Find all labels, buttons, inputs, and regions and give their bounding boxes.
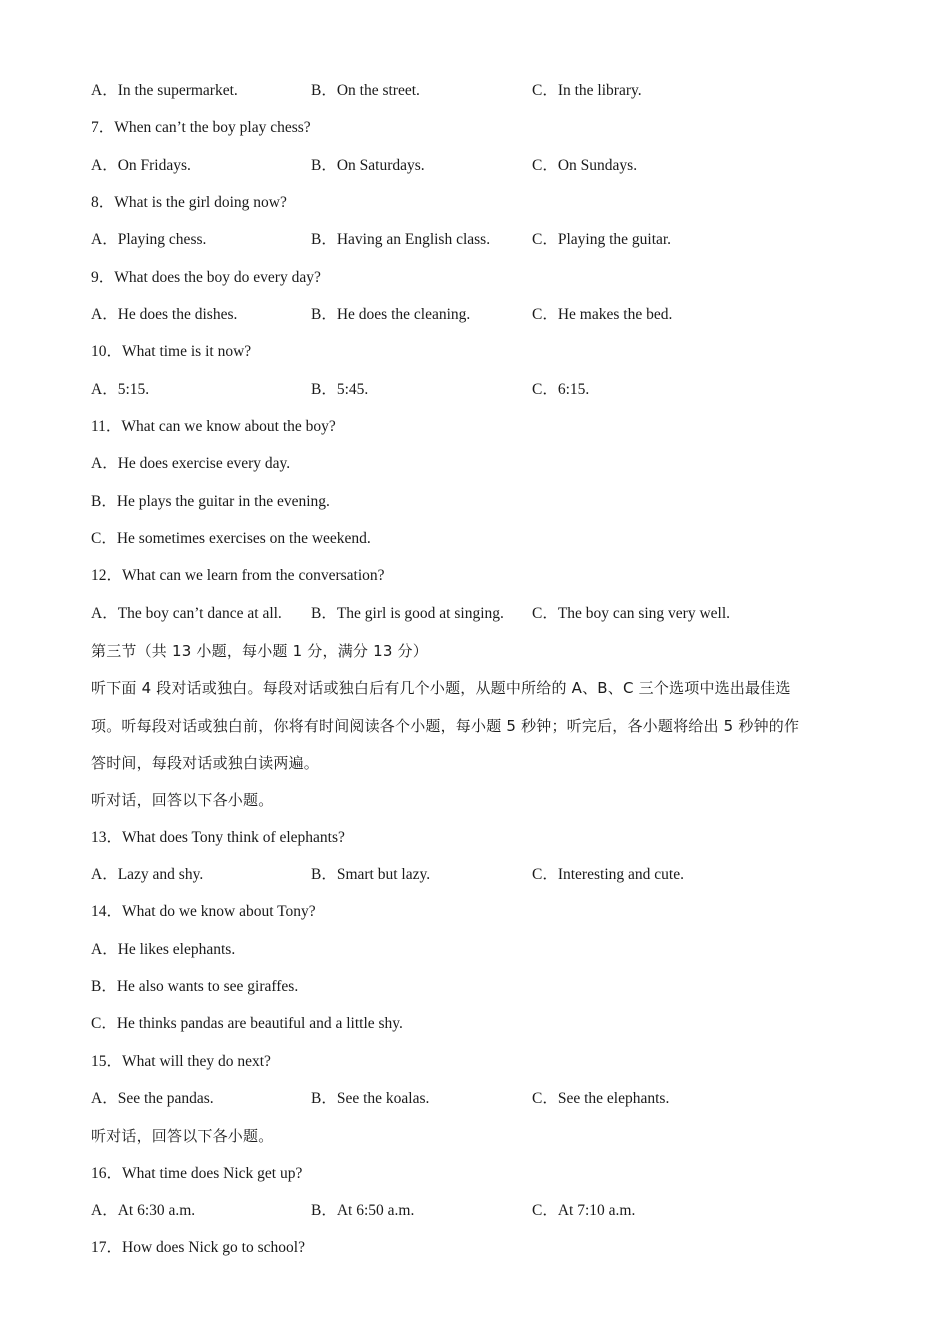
question-7: 7．When can’t the boy play chess? bbox=[91, 119, 311, 136]
q9-option-b: B．He does the cleaning. bbox=[311, 306, 471, 323]
q11-option-c: C．He sometimes exercises on the weekend. bbox=[91, 530, 371, 547]
section-3-instructions-line-2: 项。听每段对话或独白前，你将有时间阅读各个小题，每小题 5 秒钟；听完后，各小题将给出 5 秒钟的作 bbox=[91, 717, 800, 735]
q14-option-b: B．He also wants to see giraffes. bbox=[91, 978, 299, 995]
q12-option-c: C．The boy can sing very well. bbox=[532, 605, 731, 622]
listen-prompt-2: 听对话，回答以下各小题。 bbox=[91, 1127, 274, 1145]
question-13: 13．What does Tony think of elephants? bbox=[91, 829, 345, 846]
q9-option-c: C．He makes the bed. bbox=[532, 306, 673, 323]
q6-option-b: B．On the street. bbox=[311, 82, 420, 99]
q12-option-b: B．The girl is good at singing. bbox=[311, 605, 504, 622]
q7-option-b: B．On Saturdays. bbox=[311, 157, 425, 174]
question-9: 9．What does the boy do every day? bbox=[91, 269, 321, 286]
q9-option-a: A．He does the dishes. bbox=[91, 306, 238, 323]
q7-option-a: A．On Fridays. bbox=[91, 157, 191, 174]
q13-option-c: C．Interesting and cute. bbox=[532, 866, 684, 883]
q11-option-b: B．He plays the guitar in the evening. bbox=[91, 493, 330, 510]
q10-option-b: B．5:45. bbox=[311, 381, 369, 398]
q15-option-b: B．See the koalas. bbox=[311, 1090, 430, 1107]
q14-option-c: C．He thinks pandas are beautiful and a little shy. bbox=[91, 1015, 403, 1032]
q10-option-c: C．6:15. bbox=[532, 381, 590, 398]
q8-option-a: A．Playing chess. bbox=[91, 231, 207, 248]
q8-option-b: B．Having an English class. bbox=[311, 231, 491, 248]
question-16: 16．What time does Nick get up? bbox=[91, 1165, 303, 1182]
q16-option-a: A．At 6:30 a.m. bbox=[91, 1202, 196, 1219]
q11-option-a: A．He does exercise every day. bbox=[91, 455, 291, 472]
q16-option-c: C．At 7:10 a.m. bbox=[532, 1202, 636, 1219]
q10-option-a: A．5:15. bbox=[91, 381, 150, 398]
q8-option-c: C．Playing the guitar. bbox=[532, 231, 672, 248]
section-3-title: 第三节（共 13 小题，每小题 1 分，满分 13 分） bbox=[91, 642, 428, 660]
q16-option-b: B．At 6:50 a.m. bbox=[311, 1202, 415, 1219]
q14-option-a: A．He likes elephants. bbox=[91, 941, 236, 958]
listen-prompt-1: 听对话，回答以下各小题。 bbox=[91, 791, 274, 809]
question-14: 14．What do we know about Tony? bbox=[91, 903, 316, 920]
question-10: 10．What time is it now? bbox=[91, 343, 252, 360]
question-17: 17．How does Nick go to school? bbox=[91, 1239, 305, 1256]
q7-option-c: C．On Sundays. bbox=[532, 157, 638, 174]
q6-option-c: C．In the library. bbox=[532, 82, 642, 99]
q6-option-a: A．In the supermarket. bbox=[91, 82, 238, 99]
question-8: 8．What is the girl doing now? bbox=[91, 194, 287, 211]
q12-option-a: A．The boy can’t dance at all. bbox=[91, 605, 282, 622]
question-12: 12．What can we learn from the conversation? bbox=[91, 567, 385, 584]
q15-option-c: C．See the elephants. bbox=[532, 1090, 670, 1107]
q13-option-a: A．Lazy and shy. bbox=[91, 866, 204, 883]
question-15: 15．What will they do next? bbox=[91, 1053, 271, 1070]
question-11: 11．What can we know about the boy? bbox=[91, 418, 336, 435]
section-3-instructions-line-1: 听下面 4 段对话或独白。每段对话或独白后有几个小题，从题中所给的 A、B、C 三个选项中选出最佳选 bbox=[91, 679, 791, 697]
section-3-instructions-line-3: 答时间，每段对话或独白读两遍。 bbox=[91, 754, 320, 772]
q13-option-b: B．Smart but lazy. bbox=[311, 866, 431, 883]
q15-option-a: A．See the pandas. bbox=[91, 1090, 214, 1107]
